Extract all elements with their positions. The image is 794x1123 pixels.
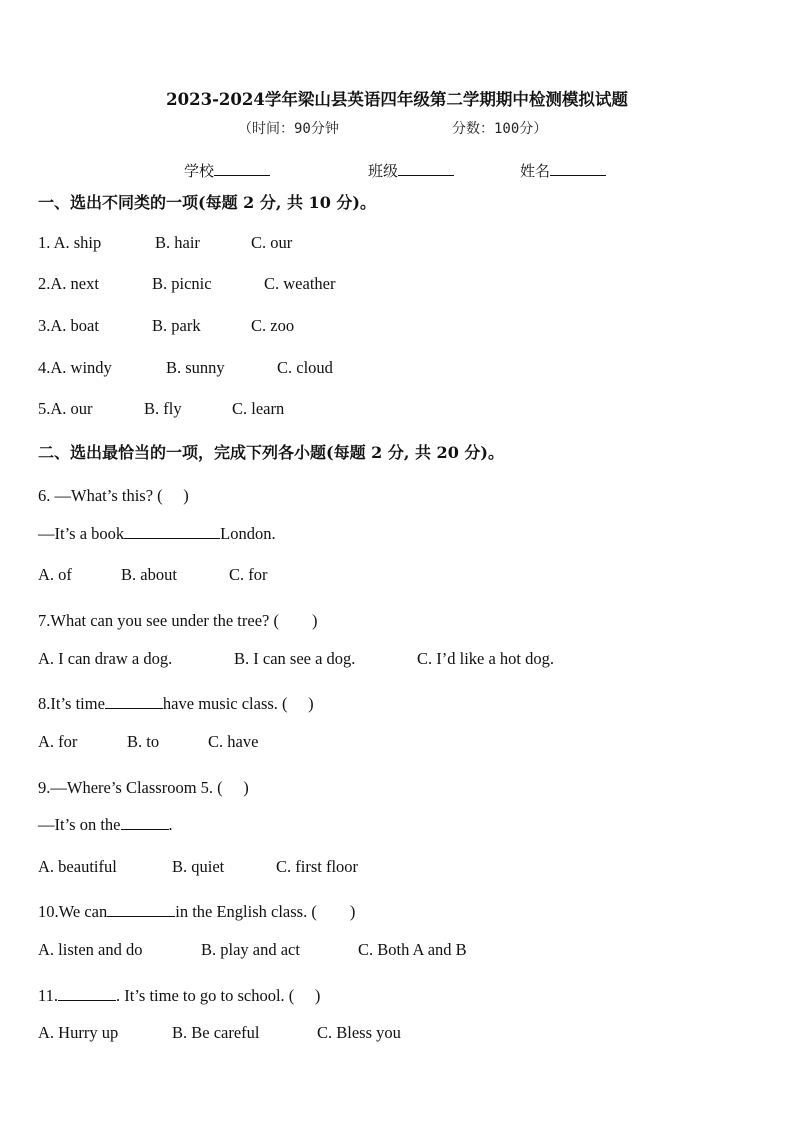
q1-option-a: 1. A. ship: [38, 233, 102, 252]
question-5: [38, 399, 284, 421]
q2-option-a: 2.A. next: [38, 274, 99, 293]
q9-blank: [121, 815, 169, 830]
section2-heading: 二、选出最恰当的一项，完成下列各小题(每题 2 分, 共 20 分)。: [38, 443, 504, 462]
q4-option-b: B. sunny: [166, 358, 225, 377]
q6-option-a: A. of: [38, 565, 72, 584]
q7-option-a: A. I can draw a dog.: [38, 649, 173, 668]
school-field: [184, 160, 270, 181]
q10-suffix: in the English class. ( ): [175, 902, 356, 921]
q5-option-b: B. fly: [144, 399, 182, 418]
q9-option-c: C. first floor: [276, 857, 359, 876]
name-label: 姓名: [520, 162, 551, 180]
question-9: 9.—Where’s Classroom 5. ( ): [38, 778, 249, 797]
q11-option-b: B. Be careful: [172, 1023, 260, 1042]
question-1: [38, 233, 292, 255]
name-blank: [550, 161, 606, 176]
q8-option-a: A. for: [38, 732, 78, 751]
q1-option-c: C. our: [251, 233, 293, 252]
q11-option-a: A. Hurry up: [38, 1023, 119, 1042]
q10-prefix: 10.We can: [38, 902, 108, 921]
question-6-answer-line: [38, 524, 276, 546]
q5-option-c: C. learn: [232, 399, 285, 418]
class-field: [368, 160, 454, 181]
q5-option-a: 5.A. our: [38, 399, 93, 418]
question-10-options: [38, 940, 467, 962]
question-11-options: [38, 1023, 401, 1045]
question-2: [38, 274, 335, 296]
q9-option-b: B. quiet: [172, 857, 225, 876]
school-label: 学校: [184, 162, 215, 180]
question-9-answer-line: [38, 815, 173, 837]
q3-option-c: C. zoo: [251, 316, 295, 335]
question-8-options: [38, 732, 258, 754]
q10-option-a: A. listen and do: [38, 940, 143, 959]
question-7: 7.What can you see under the tree? ( ): [38, 611, 318, 630]
section1-heading: 一、选出不同类的一项(每题 2 分, 共 10 分)。: [38, 193, 376, 212]
q9-answer-prefix: —It’s on the: [38, 815, 121, 834]
q11-prefix: 11.: [38, 986, 59, 1005]
exam-score: 分数：100分）: [452, 121, 548, 137]
q3-option-a: 3.A. boat: [38, 316, 99, 335]
q2-option-c: C. weather: [264, 274, 336, 293]
q10-option-b: B. play and act: [201, 940, 300, 959]
q10-option-c: C. Both A and B: [358, 940, 467, 959]
question-6: 6. —What’s this? ( ): [38, 486, 189, 505]
question-10: [38, 898, 355, 920]
q7-option-b: B. I can see a dog.: [234, 649, 356, 668]
q8-blank: [105, 694, 163, 709]
school-blank: [214, 161, 270, 176]
q8-option-b: B. to: [127, 732, 160, 751]
question-11: [38, 982, 320, 1004]
name-field: [520, 160, 606, 181]
q6-answer-prefix: —It’s a book: [38, 524, 125, 543]
q8-option-c: C. have: [208, 732, 259, 751]
class-blank: [398, 161, 454, 176]
question-6-options: [38, 565, 268, 587]
q8-suffix: have music class. ( ): [162, 694, 314, 713]
question-9-options: [38, 857, 358, 879]
q3-option-b: B. park: [152, 316, 201, 335]
q1-option-b: B. hair: [155, 233, 200, 252]
q6-answer-suffix: London.: [220, 524, 276, 543]
exam-time: （时间：90分钟: [238, 121, 339, 137]
q10-blank: [107, 902, 175, 917]
question-3: [38, 316, 294, 338]
question-4: [38, 358, 333, 380]
question-7-options: [38, 649, 554, 671]
q4-option-c: C. cloud: [277, 358, 333, 377]
class-label: 班级: [368, 162, 399, 180]
question-8: [38, 690, 314, 712]
q6-blank: [124, 524, 220, 539]
q11-option-c: C. Bless you: [317, 1023, 401, 1042]
exam-title: 2023-2024学年梁山县英语四年级第二学期期中检测模拟试题: [166, 90, 628, 109]
q8-prefix: 8.It’s time: [38, 694, 105, 713]
q11-suffix: . It’s time to go to school. ( ): [116, 986, 321, 1005]
q4-option-a: 4.A. windy: [38, 358, 112, 377]
q9-option-a: A. beautiful: [38, 857, 117, 876]
q6-option-b: B. about: [121, 565, 177, 584]
q6-option-c: C. for: [229, 565, 268, 584]
q7-option-c: C. I’d like a hot dog.: [417, 649, 555, 668]
q11-blank: [58, 986, 116, 1001]
q2-option-b: B. picnic: [152, 274, 212, 293]
q9-answer-suffix: .: [168, 815, 173, 834]
